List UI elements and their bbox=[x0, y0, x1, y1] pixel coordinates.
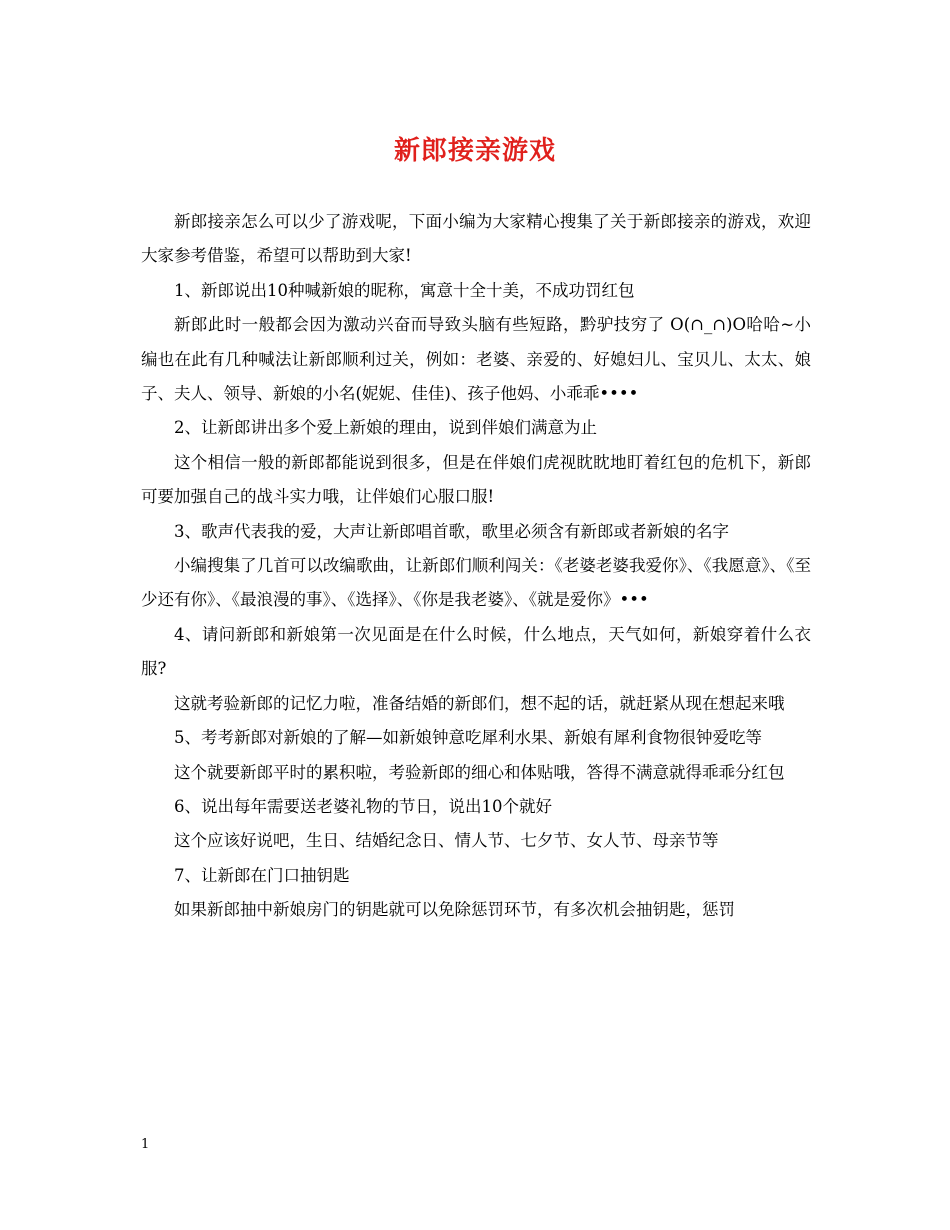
paragraph-item-4-heading: 4、请问新郎和新娘第一次见面是在什么时候，什么地点，天气如何，新娘穿着什么衣服? bbox=[141, 624, 811, 679]
document-title: 新郎接亲游戏 bbox=[393, 136, 556, 166]
paragraph-item-1-body: 新郎此时一般都会因为激动兴奋而导致头脑有些短路，黔驴技穷了 O(∩_∩)O哈哈~小编也在此有几种喊法让新郎顺利过关，例如：老婆、亲爱的、好媳妇儿、宝贝儿、太太、娘子、夫人、领导、新娘的小名(妮妮、佳佳)、孩子他妈、小乖乖•••• bbox=[141, 315, 811, 404]
paragraph-item-3-body: 小编搜集了几首可以改编歌曲，让新郎们顺利闯关：《老婆老婆我爱你》、《我愿意》、《至少还有你》、《最浪漫的事》、《选择》、《你是我老婆》、《就是爱你》••• bbox=[141, 556, 811, 610]
paragraph-intro: 新郎接亲怎么可以少了游戏呢，下面小编为大家精心搜集了关于新郎接亲的游戏，欢迎大家参考借鉴，希望可以帮助到大家! bbox=[141, 212, 811, 266]
paragraph-item-2-heading: 2、让新郎讲出多个爱上新娘的理由，说到伴娘们满意为止 bbox=[174, 418, 597, 438]
page-number: 1 bbox=[141, 1137, 150, 1152]
document-body bbox=[141, 205, 811, 928]
paragraph-item-6-heading: 6、说出每年需要送老婆礼物的节日，说出10个就好 bbox=[174, 796, 552, 816]
paragraph-item-3-heading: 3、歌声代表我的爱，大声让新郎唱首歌，歌里必须含有新郎或者新娘的名字 bbox=[174, 521, 729, 541]
paragraph-item-5-heading: 5、考考新郎对新娘的了解—如新娘钟意吃犀利水果、新娘有犀利食物很钟爱吃等 bbox=[174, 728, 762, 748]
paragraph-item-1-heading: 1、新郎说出10种喊新娘的昵称，寓意十全十美，不成功罚红包 bbox=[174, 280, 635, 300]
paragraph-item-4-body: 这就考验新郎的记忆力啦，准备结婚的新郎们，想不起的话，就赶紧从现在想起来哦 bbox=[174, 693, 785, 713]
paragraph-item-2-body: 这个相信一般的新郎都能说到很多，但是在伴娘们虎视眈眈地盯着红包的危机下，新郎可要加强自己的战斗实力哦，让伴娘们心服口服! bbox=[141, 452, 811, 507]
paragraph-item-5-body: 这个就要新郎平时的累积啦，考验新郎的细心和体贴哦，答得不满意就得乖乖分红包 bbox=[174, 762, 785, 782]
paragraph-item-7-heading: 7、让新郎在门口抽钥匙 bbox=[174, 865, 350, 885]
paragraph-item-7-body: 如果新郎抽中新娘房门的钥匙就可以免除惩罚环节，有多次机会抽钥匙，惩罚 bbox=[174, 900, 735, 920]
paragraph-item-6-body: 这个应该好说吧，生日、结婚纪念日、情人节、七夕节、女人节、母亲节等 bbox=[174, 831, 719, 851]
